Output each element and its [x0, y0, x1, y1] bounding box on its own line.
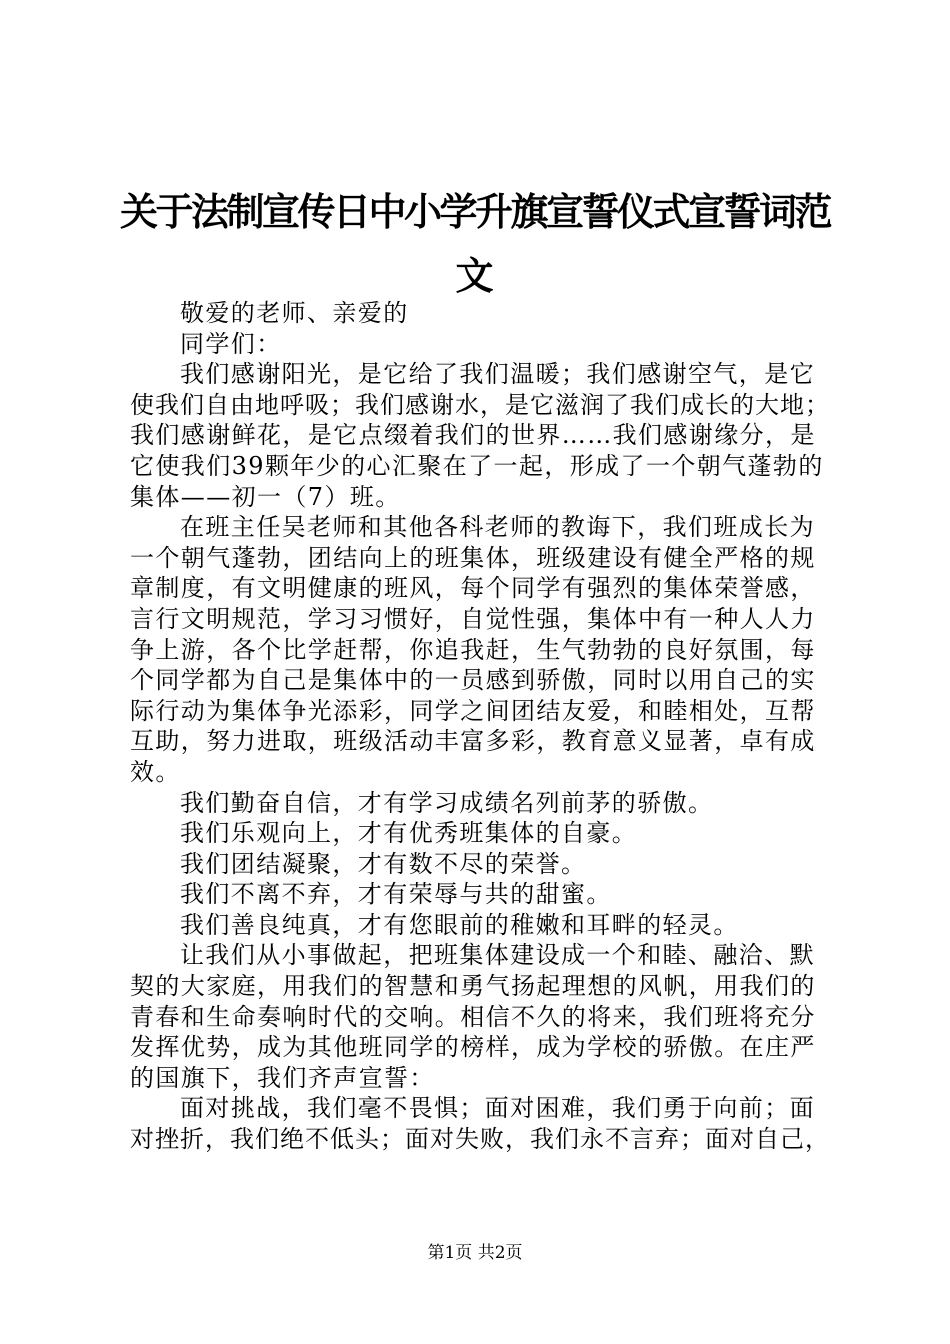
paragraph — [130, 298, 830, 329]
paragraph-line: 我们不离不弃，才有荣辱与共的甜蜜。 — [180, 880, 612, 909]
title-line-2: 文 — [455, 254, 495, 298]
paragraph-line: 我们感谢阳光，是它给了我们温暖；我们感谢空气，是它 — [180, 360, 815, 389]
paragraph-line: 争上游，各个比学赶帮，你追我赶，生气勃勃的良好氛围，每 — [130, 635, 816, 664]
paragraph — [130, 910, 830, 941]
paragraph — [130, 1093, 830, 1154]
paragraph-line: 的国旗下，我们齐声宣誓： — [130, 1063, 435, 1092]
title-line-1: 关于法制宣传日中小学升旗宣誓仪式宣誓词范 — [120, 190, 830, 234]
paragraph-line: 我们团结凝聚，才有数不尽的荣誉。 — [180, 849, 587, 878]
paragraph — [130, 849, 830, 880]
paragraph-line: 使我们自由地呼吸；我们感谢水，是它滋润了我们成长的大地； — [130, 390, 830, 419]
paragraph — [130, 879, 830, 910]
paragraph-line: 一个朝气蓬勃，团结向上的班集体，班级建设有健全严格的规 — [130, 543, 816, 572]
paragraph-line: 让我们从小事做起，把班集体建设成一个和睦、融洽、默 — [180, 941, 815, 970]
paragraph-line: 契的大家庭，用我们的智慧和勇气扬起理想的风帆，用我们的 — [130, 972, 816, 1001]
paragraph — [130, 329, 830, 360]
paragraph-line: 在班主任吴老师和其他各科老师的教诲下，我们班成长为 — [180, 513, 815, 542]
paragraph-line: 个同学都为自己是集体中的一员感到骄傲，同时以用自己的实 — [130, 666, 816, 695]
paragraph-line: 我们感谢鲜花，是它点缀着我们的世界……我们感谢缘分，是 — [130, 421, 816, 450]
paragraph-line: 集体——初一（7）班。 — [130, 482, 401, 511]
paragraph — [130, 818, 830, 849]
paragraph-line: 青春和生命奏响时代的交响。相信不久的将来，我们班将充分 — [130, 1002, 816, 1031]
page-footer: 第1页 共2页 — [427, 1243, 523, 1263]
paragraph-line: 效。 — [130, 757, 181, 786]
paragraph-line: 章制度，有文明健康的班风，每个同学有强烈的集体荣誉感， — [130, 574, 816, 603]
paragraph-line: 发挥优势，成为其他班同学的榜样，成为学校的骄傲。在庄严 — [130, 1033, 816, 1062]
paragraph-line: 我们善良纯真，才有您眼前的稚嫩和耳畔的轻灵。 — [180, 910, 739, 939]
paragraph — [130, 940, 830, 1093]
paragraph-line: 面对挑战，我们毫不畏惧；面对困难，我们勇于向前；面 — [180, 1094, 815, 1123]
paragraph — [130, 788, 830, 819]
paragraph-line: 我们勤奋自信，才有学习成绩名列前茅的骄傲。 — [180, 788, 714, 817]
paragraph-line: 对挫折，我们绝不低头；面对失败，我们永不言弃；面对自己， — [130, 1125, 830, 1154]
paragraph-line: 敬爱的老师、亲爱的 — [180, 299, 409, 327]
document-title — [120, 180, 830, 308]
paragraph-line: 互助，努力进取，班级活动丰富多彩，教育意义显著，卓有成 — [130, 727, 816, 756]
paragraph-line: 它使我们39颗年少的心汇聚在了一起，形成了一个朝气蓬勃的 — [130, 451, 824, 480]
paragraph-line: 言行文明规范，学习习惯好，自觉性强，集体中有一种人人力 — [130, 604, 816, 633]
document-body — [130, 298, 830, 1155]
paragraph — [130, 512, 830, 787]
paragraph — [130, 359, 830, 512]
paragraph-line: 我们乐观向上，才有优秀班集体的自豪。 — [180, 819, 638, 848]
paragraph-line: 际行动为集体争光添彩，同学之间团结友爱，和睦相处，互帮 — [130, 696, 816, 725]
paragraph-line: 同学们： — [180, 329, 282, 358]
